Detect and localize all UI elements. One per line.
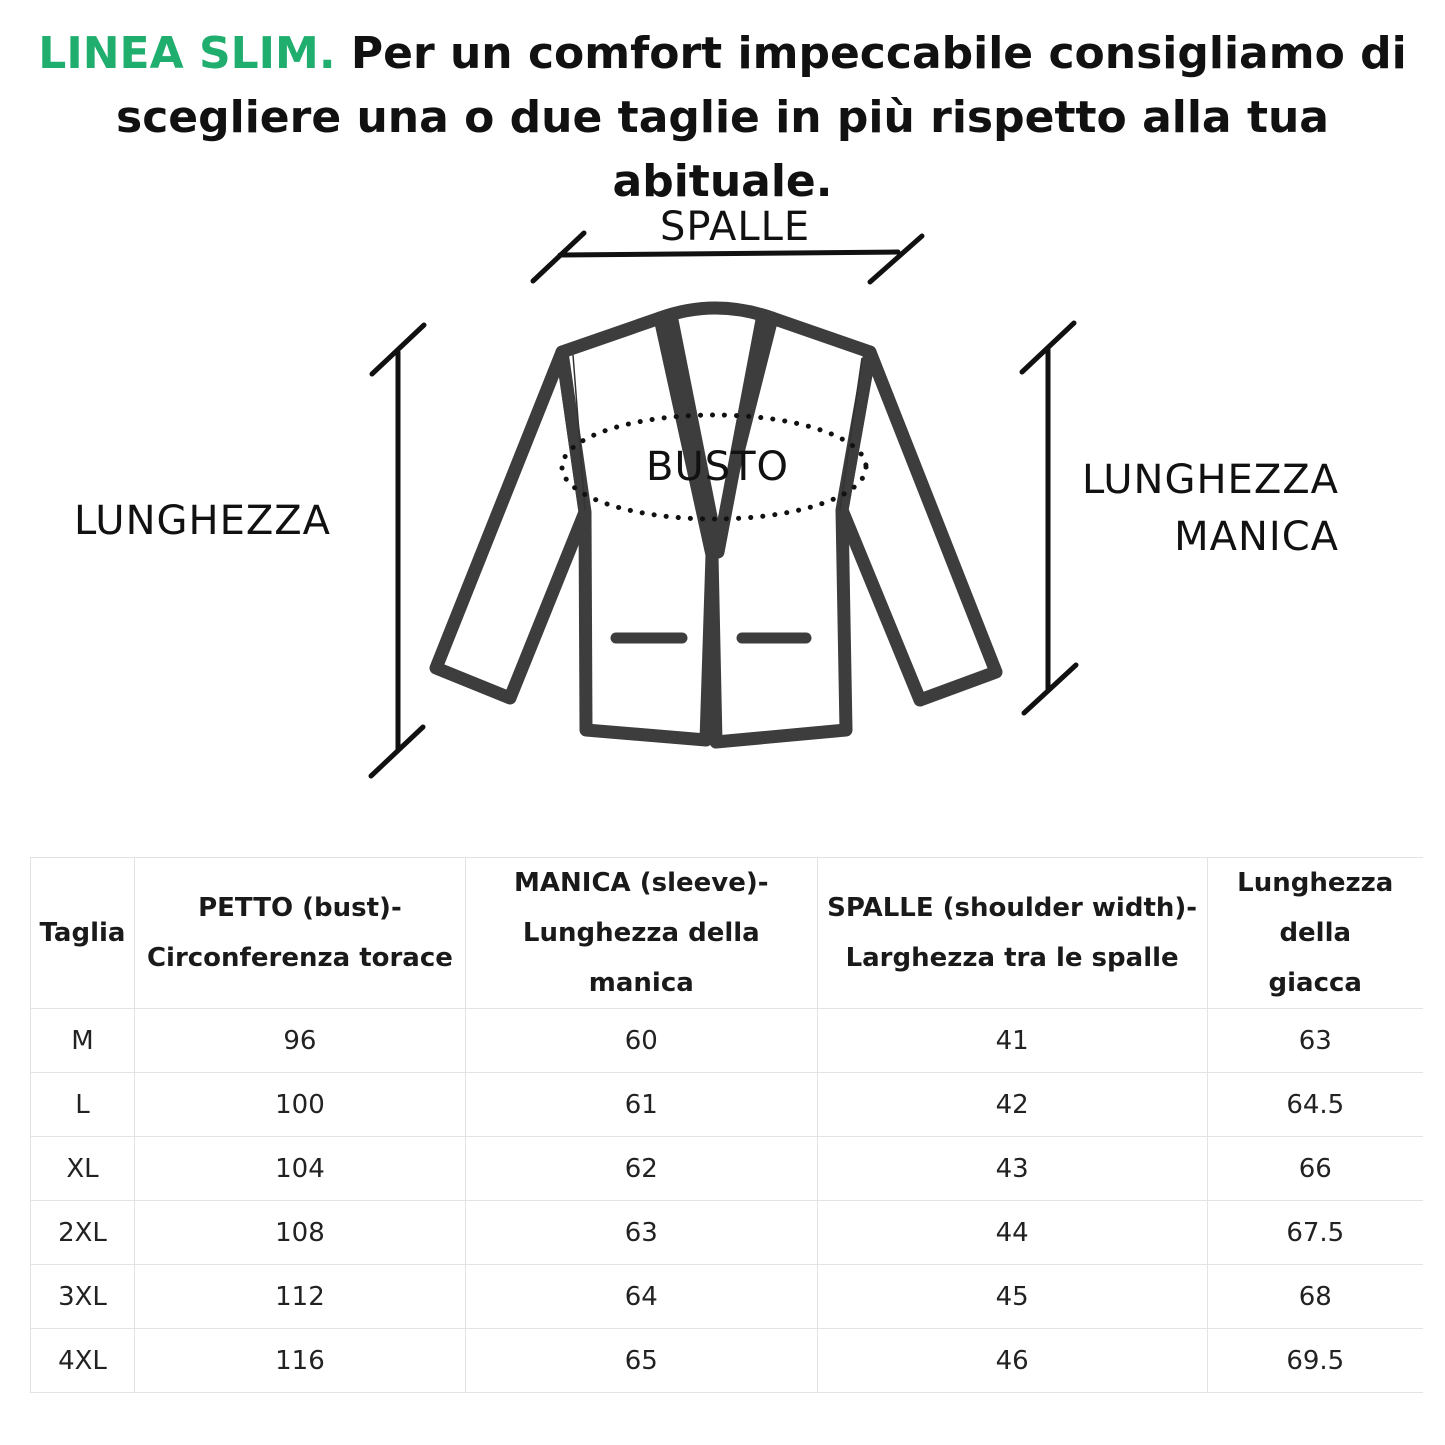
cell-size: 3XL: [31, 1265, 135, 1329]
shoulders-label: SPALLE: [660, 204, 811, 250]
cell-size: 2XL: [31, 1201, 135, 1265]
cell-jacket-length: 63: [1207, 1009, 1423, 1073]
shoulders-measure-line: [560, 252, 898, 255]
header-bust: PETTO (bust)- Circonferenza torace: [134, 858, 465, 1009]
cell-bust: 104: [134, 1137, 465, 1201]
cell-shoulders: 46: [817, 1329, 1207, 1393]
cell-jacket-length: 69.5: [1207, 1329, 1423, 1393]
cell-bust: 116: [134, 1329, 465, 1393]
header-shoulders: SPALLE (shoulder width)- Larghezza tra le spalle: [817, 858, 1207, 1009]
header-size: Taglia: [31, 858, 135, 1009]
bust-label: BUSTO: [646, 444, 790, 490]
headline-line-1: [0, 22, 1445, 86]
cell-bust: 108: [134, 1201, 465, 1265]
cell-bust: 96: [134, 1009, 465, 1073]
header-jacket-length: Lunghezza della giacca: [1207, 858, 1423, 1009]
cell-size: XL: [31, 1137, 135, 1201]
cell-sleeve: 62: [465, 1137, 817, 1201]
table-row: [31, 1201, 1424, 1265]
cell-sleeve: 63: [465, 1201, 817, 1265]
cell-shoulders: 44: [817, 1201, 1207, 1265]
headline-line-2: scegliere una o due taglie in più rispetto alla tua abituale.: [116, 92, 1329, 207]
cell-shoulders: 45: [817, 1265, 1207, 1329]
cell-size: M: [31, 1009, 135, 1073]
headline-accent: LINEA SLIM.: [38, 28, 336, 79]
table-header-row: [31, 858, 1424, 1009]
header-sleeve: MANICA (sleeve)- Lunghezza della manica: [465, 858, 817, 1009]
cell-sleeve: 64: [465, 1265, 817, 1329]
table-row: [31, 1073, 1424, 1137]
sleeve-length-label-line-2: MANICA: [1174, 514, 1339, 560]
cell-shoulders: 42: [817, 1073, 1207, 1137]
cell-size: L: [31, 1073, 135, 1137]
table-row: [31, 1009, 1424, 1073]
jacket-outline: [436, 308, 996, 742]
shoulders-tick-right: [870, 236, 922, 282]
sleeve-length-label: [1082, 452, 1339, 566]
cell-bust: 112: [134, 1265, 465, 1329]
headline-text-1: Per un comfort impeccabile consigliamo di: [335, 28, 1407, 79]
cell-jacket-length: 68: [1207, 1265, 1423, 1329]
sleeve-length-label-line-1: LUNGHEZZA: [1081, 457, 1339, 503]
cell-sleeve: 61: [465, 1073, 817, 1137]
length-label: LUNGHEZZA: [74, 498, 332, 544]
cell-size: 4XL: [31, 1329, 135, 1393]
cell-sleeve: 60: [465, 1009, 817, 1073]
cell-shoulders: 43: [817, 1137, 1207, 1201]
cell-jacket-length: 64.5: [1207, 1073, 1423, 1137]
table-row: [31, 1329, 1424, 1393]
size-table: [30, 857, 1423, 1393]
cell-jacket-length: 67.5: [1207, 1201, 1423, 1265]
measurement-diagram: [0, 180, 1445, 800]
cell-sleeve: 65: [465, 1329, 817, 1393]
cell-jacket-length: 66: [1207, 1137, 1423, 1201]
table-row: [31, 1137, 1424, 1201]
cell-bust: 100: [134, 1073, 465, 1137]
cell-shoulders: 41: [817, 1009, 1207, 1073]
table-row: [31, 1265, 1424, 1329]
